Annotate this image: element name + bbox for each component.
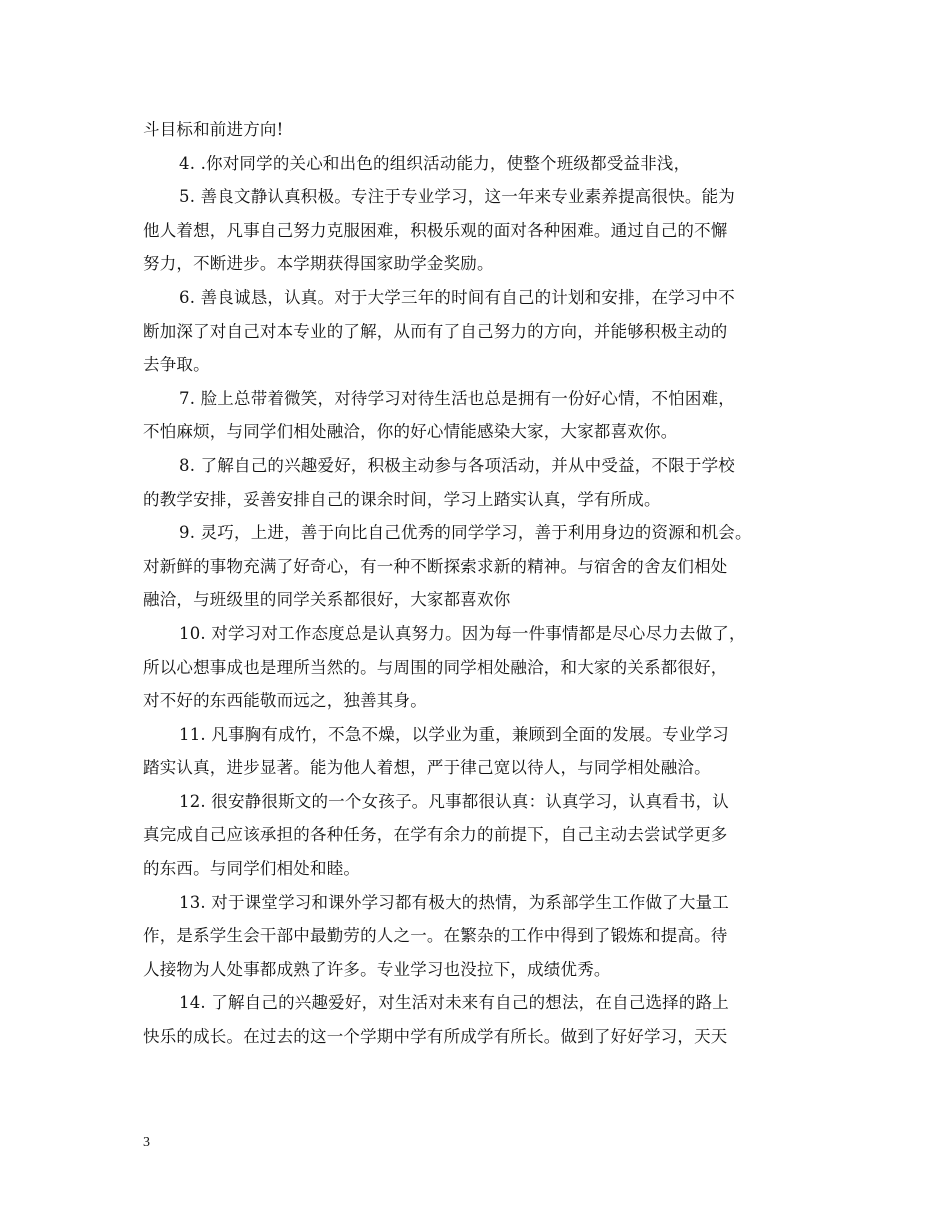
text-line: 作，是系学生会干部中最勤劳的人之一。在繁杂的工作中得到了锻炼和提高。待: [143, 926, 728, 946]
text-line: 13. 对于课堂学习和课外学习都有极大的热情，为系部学生工作做了大量工: [179, 892, 729, 912]
text-line: 7. 脸上总带着微笑，对待学习对待生活也总是拥有一份好心情，不怕困难，: [179, 388, 735, 408]
text-line: 努力，不断进步。本学期获得国家助学金奖励。: [143, 254, 494, 274]
page-number: 3: [143, 1135, 150, 1150]
text-line: 踏实认真，进步显著。能为他人着想，严于律己宽以待人，与同学相处融洽。: [143, 758, 711, 778]
text-line: 他人着想，凡事自己努力克服困难，积极乐观的面对各种困难。通过自己的不懈: [143, 220, 728, 240]
text-line: 的教学安排，妥善安排自己的课余时间，学习上踏实认真，学有所成。: [143, 489, 661, 509]
text-line: 12. 很安静很斯文的一个女孩子。凡事都很认真：认真学习，认真看书，认: [179, 791, 729, 811]
text-line: 的东西。与同学们相处和睦。: [143, 859, 361, 879]
text-line: 9. 灵巧，上进，善于向比自己优秀的同学学习，善于利用身边的资源和机会。: [179, 523, 752, 543]
text-line: 融洽，与班级里的同学关系都很好，大家都喜欢你: [143, 590, 511, 610]
text-line: 14. 了解自己的兴趣爱好，对生活对未来有自己的想法，在自己选择的路上: [179, 993, 729, 1013]
text-line: 4. .你对同学的关心和出色的组织活动能力，使整个班级都受益非浅，: [179, 153, 691, 173]
text-line: 真完成自己应该承担的各种任务，在学有余力的前提下，自己主动去尝试学更多: [143, 825, 728, 845]
text-line: 6. 善良诚恳，认真。对于大学三年的时间有自己的计划和安排，在学习中不: [179, 287, 735, 307]
text-line: 快乐的成长。在过去的这一个学期中学有所成学有所长。做到了好好学习，天天: [143, 1027, 728, 1047]
text-line: 斗目标和前进方向!: [143, 120, 284, 139]
text-line: 去争取。: [143, 355, 210, 375]
text-line: 对不好的东西能敬而远之，独善其身。: [143, 691, 427, 711]
text-line: 人接物为人处事都成熟了许多。专业学习也没拉下，成绩优秀。: [143, 959, 611, 979]
text-line: 不怕麻烦，与同学们相处融洽，你的好心情能感染大家，大家都喜欢你。: [143, 422, 678, 442]
document-body: [143, 113, 815, 1054]
text-line: 所以心想事成也是理所当然的。与周围的同学相处融洽，和大家的关系都很好，: [143, 657, 728, 677]
text-line: 11. 凡事胸有成竹，不急不燥，以学业为重，兼顾到全面的发展。专业学习: [179, 724, 729, 744]
text-line: 8. 了解自己的兴趣爱好，积极主动参与各项活动，并从中受益，不限于学校: [179, 455, 735, 475]
text-line: 10. 对学习对工作态度总是认真努力。因为每一件事情都是尽心尽力去做了，: [179, 623, 746, 643]
text-line: 对新鲜的事物充满了好奇心，有一种不断探索求新的精神。与宿舍的舍友们相处: [143, 556, 728, 576]
text-line: 断加深了对自己对本专业的了解，从而有了自己努力的方向，并能够积极主动的: [143, 321, 728, 341]
text-line: 5. 善良文静认真积极。专注于专业学习，这一年来专业素养提高很快。能为: [179, 187, 735, 207]
